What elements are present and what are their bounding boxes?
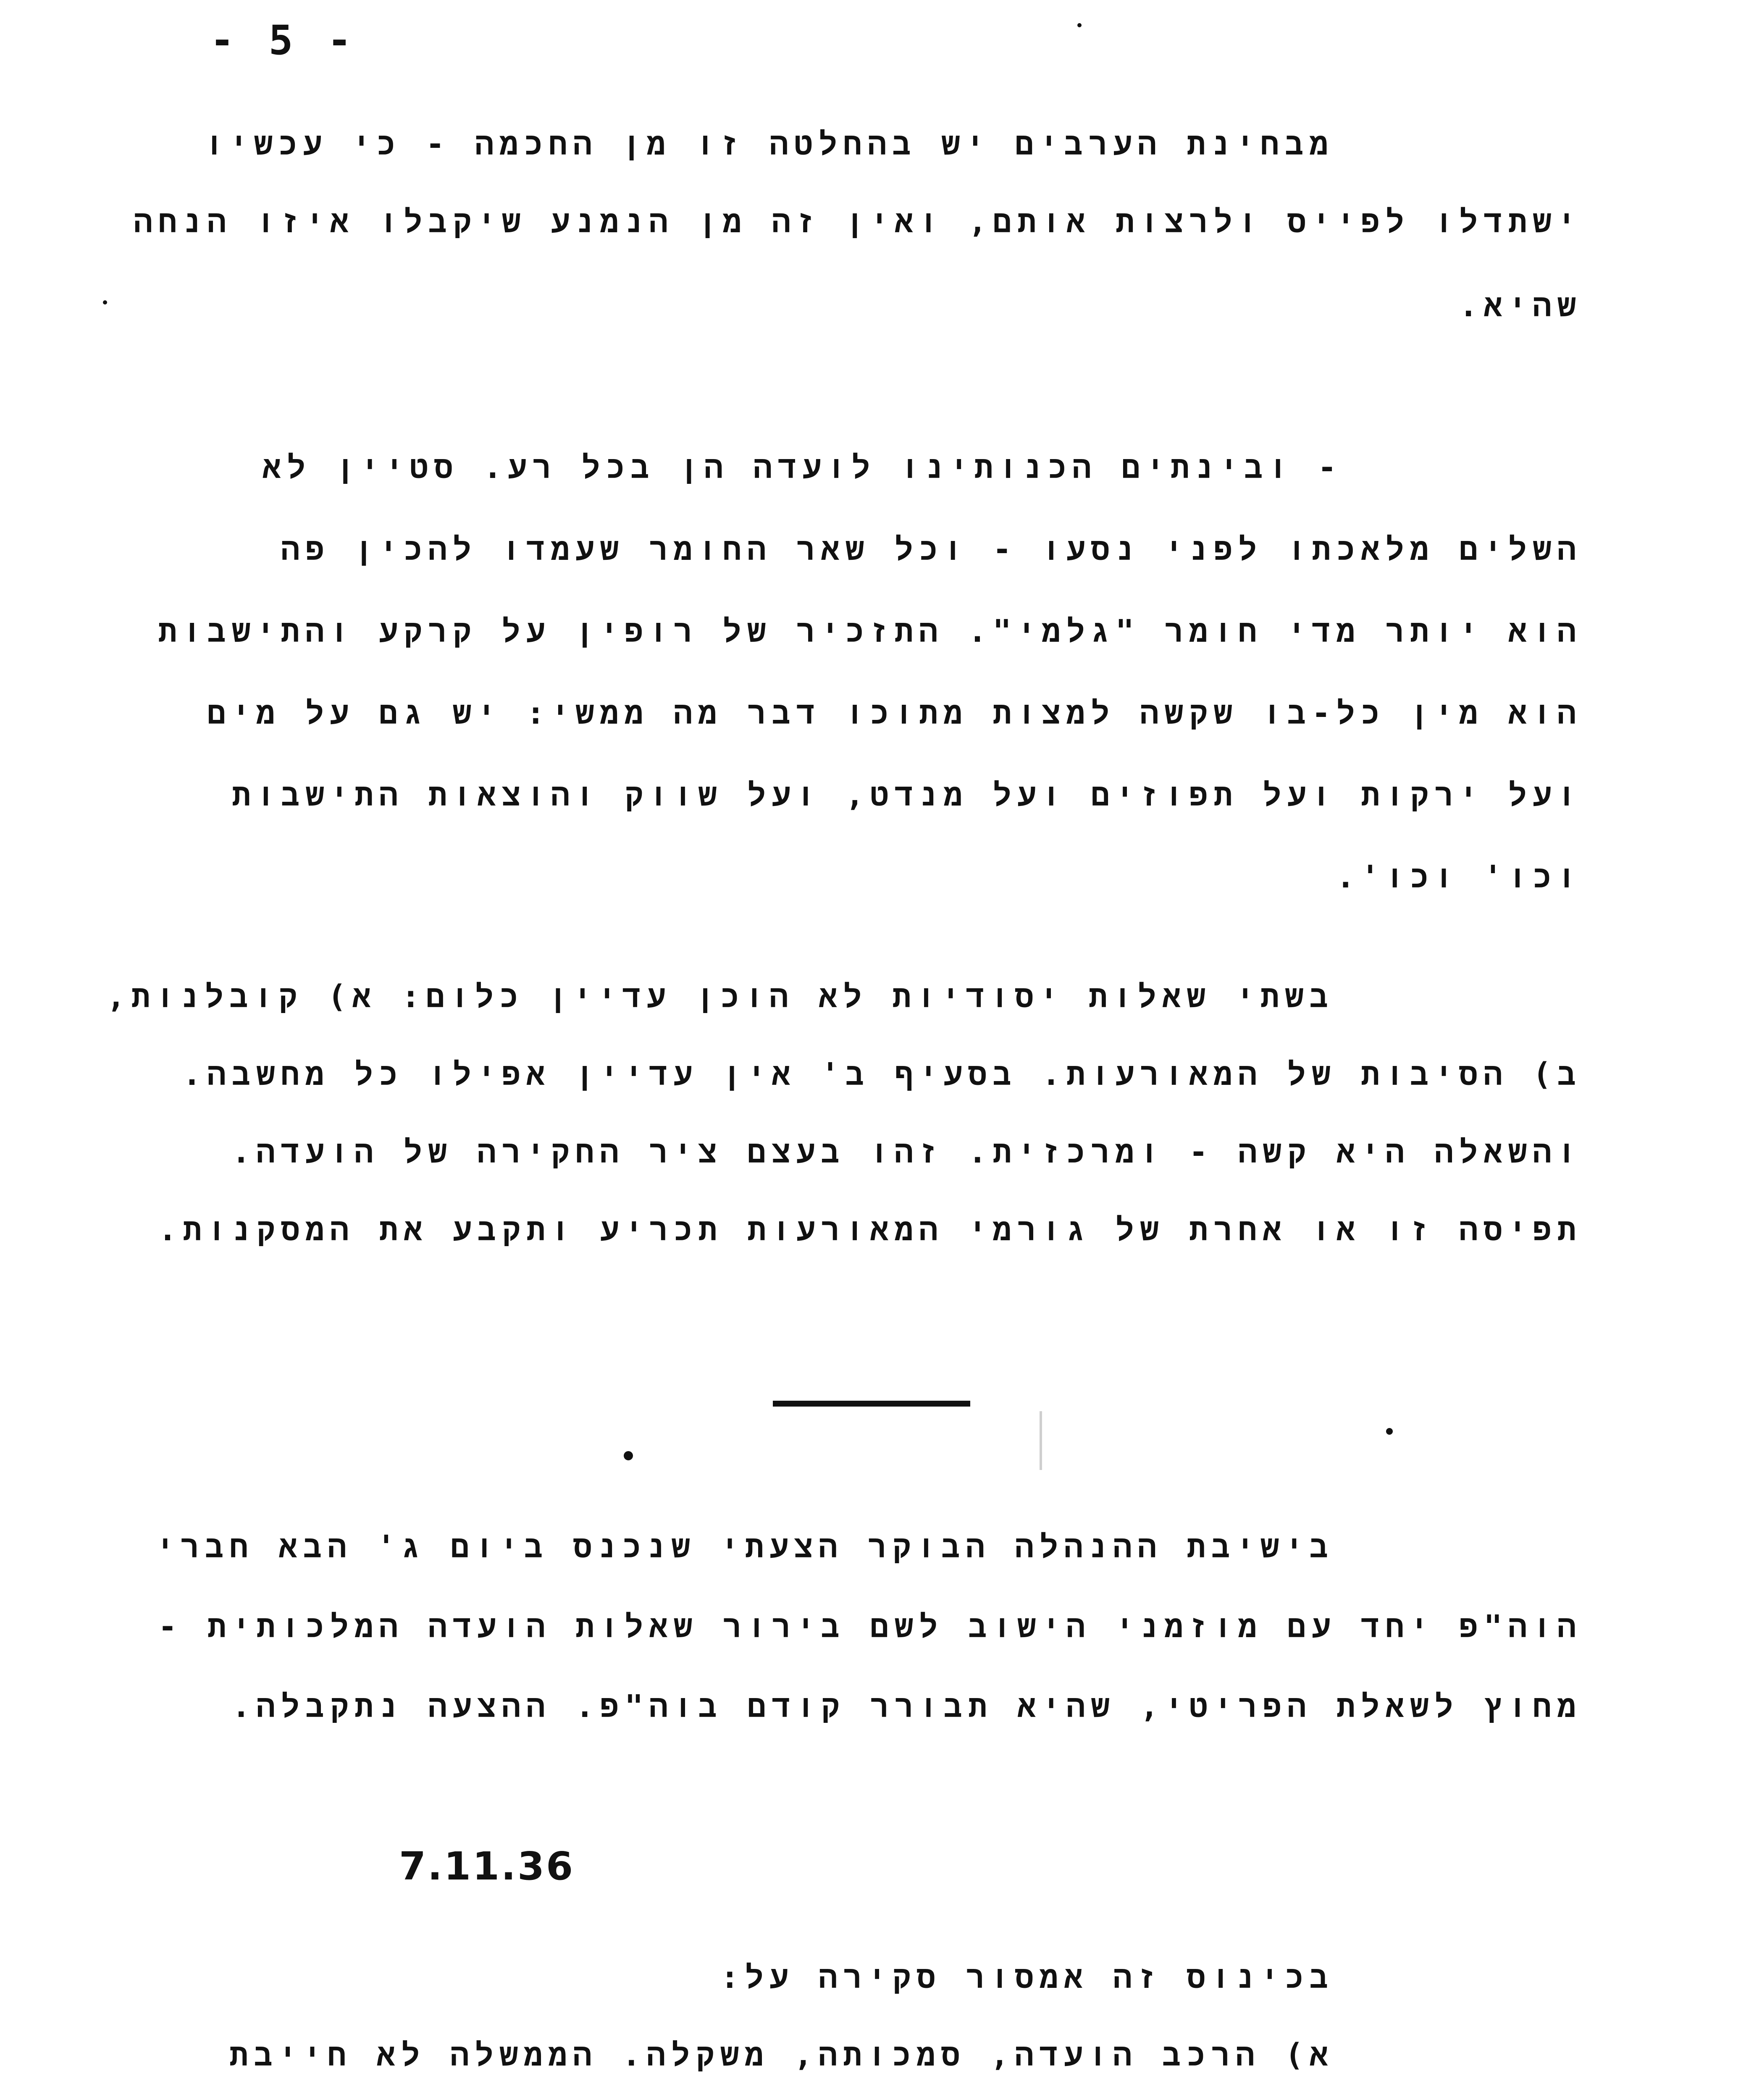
paragraph4-line1: בישיבת ההנהלה הבוקר הצעתי שנכנס ביום ג' הבא חברי bbox=[156, 1529, 1334, 1565]
ink-dot bbox=[103, 300, 107, 304]
paragraph2-line3: הוא יותר מדי חומר "גלמי". התזכיר של רופין על קרקע והתישבות bbox=[158, 613, 1582, 649]
paragraph1-line2: ישתדלו לפייס ולרצות אותם, ואין זה מן הנמנע שיקבלו איזו הנחה bbox=[134, 204, 1582, 240]
paragraph3-line1: בשתי שאלות יסודיות לא הוכן עדיין כלום: א) קובלנות, bbox=[107, 979, 1334, 1015]
entry-line2: א) הרכב הועדה, סמכותה, משקלה. הממשלה לא חייבת bbox=[229, 2037, 1334, 2073]
paragraph1-line1: מבחינת הערבים יש בהחלטה זו מן החכמה - כי עכשיו bbox=[205, 126, 1334, 162]
section-separator bbox=[773, 1401, 970, 1407]
paragraph2-line1: - ובינתים הכנותינו לועדה הן בכל רע. סטיין לא bbox=[262, 449, 1342, 486]
paragraph4-line2: הוה"פ יחד עם מוזמני הישוב לשם בירור שאלות הועדה המלכותית - bbox=[158, 1609, 1582, 1645]
ink-dot bbox=[1386, 1428, 1393, 1435]
paragraph4-line3: מחוץ לשאלת הפריטי, שהיא תבורר קודם בוה"פ. ההצעה נתקבלה. bbox=[231, 1688, 1582, 1725]
entry-line1: בכינוס זה אמסור סקירה על: bbox=[720, 1959, 1334, 1995]
paragraph2-line2: השלים מלאכתו לפני נסעו - וכל שאר החומר שעמדו להכין פה bbox=[281, 531, 1582, 567]
paragraph2-line6: וכו' וכו'. bbox=[1336, 859, 1582, 895]
paragraph1-line3: שהיא. bbox=[1459, 288, 1582, 324]
scan-artifact bbox=[1040, 1411, 1042, 1470]
paragraph3-line4: תפיסה זו או אחרת של גורמי המאורעות תכריע ותקבע את המסקנות. bbox=[158, 1212, 1582, 1248]
page-number: - 5 - bbox=[210, 17, 357, 64]
entry-date: 7.11.36 bbox=[399, 1844, 575, 1889]
paragraph2-line5: ועל ירקות ועל תפוזים ועל מנדט, ועל שווק והוצאות התישבות bbox=[232, 777, 1582, 813]
ink-dot bbox=[624, 1451, 633, 1460]
paragraph2-line4: הוא מין כל-בו שקשה למצות מתוכו דבר מה ממשי: יש גם על מים bbox=[207, 695, 1582, 731]
paragraph3-line3: והשאלה היא קשה - ומרכזית. זהו בעצם ציר החקירה של הועדה. bbox=[231, 1134, 1582, 1170]
paragraph3-line2: ב) הסיבות של המאורעות. בסעיף ב' אין עדיין אפילו כל מחשבה. bbox=[182, 1056, 1582, 1092]
ink-dot bbox=[1077, 23, 1082, 27]
